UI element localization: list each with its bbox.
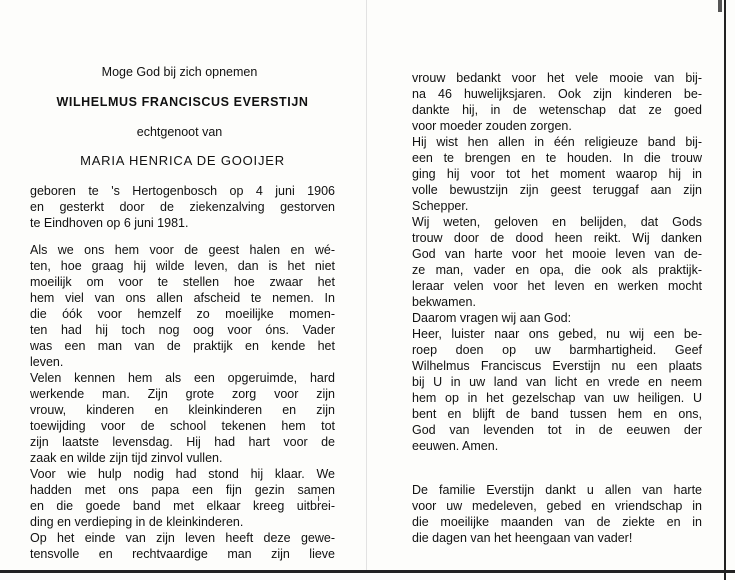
text-line: Op het einde van zijn leven heeft deze gewe- bbox=[30, 531, 335, 545]
thanks-line: die moeilijke maanden van de ziekte en in bbox=[412, 515, 702, 529]
text-line: leraar velen voor het leven en werken mocht bbox=[412, 279, 702, 293]
text-line: leven. bbox=[30, 355, 64, 369]
opening-prayer: Moge God bij zich opnemen bbox=[101, 65, 258, 79]
text-line: God van harte voor het mooie leven van de- bbox=[412, 247, 702, 261]
text-line: dankte hij, in de wetenschap dat ze goed bbox=[412, 103, 702, 117]
birth-line: geboren te 's Hertogenbosch op 4 juni 1906 bbox=[30, 184, 335, 198]
text-line: zijn laatste levensdag. Hij had hart voor de bbox=[30, 435, 335, 449]
prayer-line: Wilhelmus Franciscus Everstijn nu een plaats bbox=[412, 359, 702, 373]
card-bottom-edge bbox=[0, 570, 735, 573]
prayer-line: bij U in uw land van licht en vrede en neem bbox=[412, 375, 702, 389]
text-line: tensvolle en rechtvaardige man zijn lieve bbox=[30, 547, 335, 561]
text-line: ging hij voor tot het moment waarop hij in bbox=[412, 167, 702, 181]
text-line: voor moeder zouden zorgen. bbox=[412, 119, 572, 133]
text-line: hadden met ons papa een fijn gezin samen bbox=[30, 483, 335, 497]
text-line: die óók voor hemzelf zo moeilijke momen- bbox=[30, 307, 335, 321]
text-line: vrouw, kinderen en kleinkinderen en zijn bbox=[30, 403, 335, 417]
death-line: en gesterkt door de ziekenzalving gestorven bbox=[30, 200, 335, 214]
prayer-line: eeuwen. Amen. bbox=[412, 439, 499, 453]
text-line: ten had hij toch nog oog voor óns. Vader bbox=[30, 323, 335, 337]
text-line: trouw door de dood heen reikt. Wij danken bbox=[412, 231, 702, 245]
text-line: Wij weten, geloven en belijden, dat Gods bbox=[412, 215, 702, 229]
prayer-line: hem op in het gezelschap van uw heiligen. U bbox=[412, 391, 702, 405]
text-line: Velen kennen hem als een opgeruimde, hard bbox=[30, 371, 335, 385]
text-line: Voor wie hulp nodig had stond hij klaar. We bbox=[30, 467, 335, 481]
prayer-line: bent en blijft de band tussen hem en ons, bbox=[412, 407, 702, 421]
deceased-name: WILHELMUS FRANCISCUS EVERSTIJN bbox=[56, 95, 309, 109]
text-line: was een man van de praktijk en kende het bbox=[30, 339, 335, 353]
text-line: een te brengen en te houden. In die trouw bbox=[412, 151, 702, 165]
prayer-line: God van levenden tot in de eeuwen der bbox=[412, 423, 702, 437]
card-right-edge bbox=[724, 0, 726, 580]
text-line: Als we ons hem voor de geest halen en wé- bbox=[30, 243, 335, 257]
text-line: bekwamen. bbox=[412, 295, 476, 309]
spouse-name: MARIA HENRICA DE GOOIJER bbox=[80, 153, 285, 168]
text-line: Daarom vragen wij aan God: bbox=[412, 311, 572, 325]
thanks-line: De familie Everstijn dankt u allen van harte bbox=[412, 483, 702, 497]
text-line: zaak en wilde zijn tijd zinvol vullen. bbox=[30, 451, 223, 465]
corner-mark bbox=[718, 0, 722, 12]
card-fold-line bbox=[366, 0, 367, 570]
text-line: na 46 huwelijksjaren. Ook zijn kinderen be- bbox=[412, 87, 702, 101]
text-line: Schepper. bbox=[412, 199, 469, 213]
thanks-line: voor uw medeleven, gebed en vriendschap in bbox=[412, 499, 702, 513]
text-line: vrouw bedankt voor het vele mooie van bij- bbox=[412, 71, 702, 85]
death-place-line: te Eindhoven op 6 juni 1981. bbox=[30, 216, 189, 230]
text-line: en die goede band met elkaar kreeg uitbrei- bbox=[30, 499, 335, 513]
spouse-relation: echtgenoot van bbox=[136, 125, 223, 139]
text-line: ten, hoe graag hij wilde leven, dan is het niet bbox=[30, 259, 335, 273]
prayer-line: roep doen op uw barmhartigheid. Geef bbox=[412, 343, 702, 357]
text-line: Hij wist hen allen in één religieuze band bij- bbox=[412, 135, 702, 149]
text-line: ze man, vader en opa, die ook als praktijk- bbox=[412, 263, 702, 277]
text-line: toewijding voor de school tekenen hem tot bbox=[30, 419, 335, 433]
prayer-line: Heer, luister naar ons gebed, nu wij een be- bbox=[412, 327, 702, 341]
text-line: ding en verdieping in de kleinkinderen. bbox=[30, 515, 244, 529]
text-line: moeilijk om voor te stellen hoe zwaar het bbox=[30, 275, 335, 289]
text-line: werkende man. Zijn grote zorg voor zijn bbox=[30, 387, 335, 401]
text-line: volle bewustzijn zijn geest teruggaf aan zijn bbox=[412, 183, 702, 197]
thanks-line: die dagen van het heengaan van vader! bbox=[412, 531, 633, 545]
text-line: hem viel van ons allen afscheid te nemen. In bbox=[30, 291, 335, 305]
